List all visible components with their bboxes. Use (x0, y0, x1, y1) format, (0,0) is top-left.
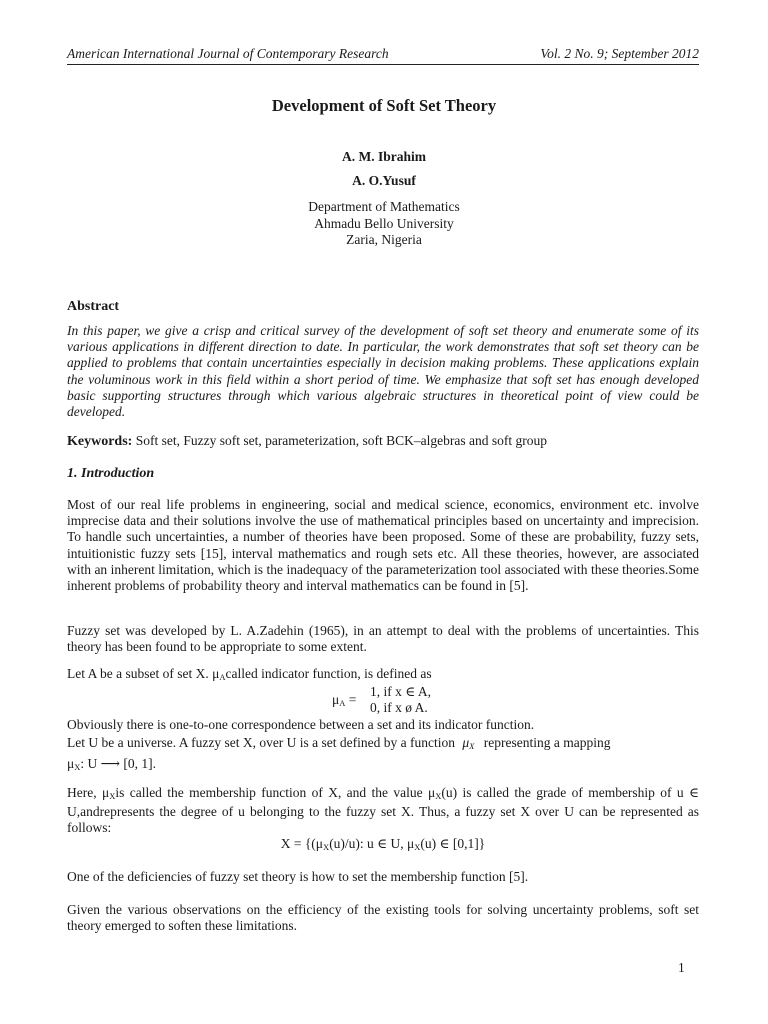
fuzzy-mapping-sub: X (74, 762, 81, 772)
affiliation-university: Ahmadu Bello University (314, 215, 454, 231)
section-heading-introduction: 1. Introduction (67, 466, 155, 481)
journal-name: American International Journal of Contemporary Research (67, 46, 389, 61)
fuzzy-def-mu-sub: X (469, 741, 475, 751)
abstract-heading: Abstract (67, 299, 120, 314)
membership-paragraph (67, 785, 699, 837)
fuzzy-formula-b: (u)/u): u ∈ U, μ (329, 836, 415, 851)
intro-paragraph-7: One of the deficiencies of fuzzy set theory is how to set the membership function [5]. (67, 869, 529, 884)
fuzzy-formula-sub-2: X (414, 842, 421, 852)
membership-text-c: (u) is called the grade of membership of u ∈ U,andrepresents the degree of u belonging to the fuzzy set X. Thus, a fuzzy set X over U can be represented as follows: (67, 785, 700, 836)
fuzzy-mapping-mu: μ (67, 756, 75, 771)
author-2: A. O.Yusuf (352, 173, 416, 188)
indicator-intro (67, 666, 432, 682)
fuzzy-set-definition (67, 735, 610, 751)
affiliation-location: Zaria, Nigeria (346, 232, 422, 247)
indicator-mu: μ (332, 692, 340, 707)
fuzzy-formula-a: X = {(μ (280, 836, 324, 851)
fuzzy-def-mu-symbol: μ (462, 735, 470, 750)
indicator-intro-text-a: Let A be a subset of set X. μ (67, 666, 220, 681)
affiliation (0, 199, 768, 249)
membership-text-a: Here, μ (67, 785, 110, 800)
fuzzy-formula-sub-1: X (323, 842, 330, 852)
indicator-case-1: 1, if x ∈ A, (370, 684, 431, 699)
intro-paragraph-2: Fuzzy set was developed by L. A.Zadehin (1965), in an attempt to deal with the problems of uncertainties. This theory has been found to be appropriate to some extent. (67, 623, 699, 655)
abstract-text: In this paper, we give a crisp and critical survey of the development of soft set theory and enumerate some of its various applications in different direction to date. In particular, the work demonstrates that soft set theory can be applied to problems that contain uncertainties especially in decision making problems. These applications explain the voluminous work in this field within a short period of time. We emphasize that soft set has enough developed basic supporting structures through which various algebraic structures in theoretical point of view could be developed. (67, 323, 699, 420)
membership-sub-1: X (109, 791, 116, 801)
intro-paragraph-1: Most of our real life problems in engineering, social and medical science, economics, environment etc. involve imprecise data and their solutions involve the use of mathematical principles based on uncertainty and imprecision. To handle such uncertainties, a number of theories have been proposed. Some of these are probability, fuzzy sets, intuitionistic fuzzy sets [15], interval mathematics and rough sets etc. All these theories, however, are associated with an inherent limitation, which is the inadequacy of the parameterization tool associated with these theories.Some inherent problems of probability theory and interval mathematics can be found in [5]. (67, 497, 699, 594)
running-header (67, 46, 699, 65)
membership-sub-2: X (435, 791, 442, 801)
intro-paragraph-4: Obviously there is one-to-one correspondence between a set and its indicator function. (67, 717, 535, 732)
journal-issue: Vol. 2 No. 9; September 2012 (540, 46, 699, 61)
indicator-intro-text-b: called indicator function, is defined as (225, 666, 432, 681)
fuzzy-set-formula (67, 836, 699, 852)
intro-paragraph-8: Given the various observations on the efficiency of the existing tools for solving uncertainty problems, soft set theory emerged to soften these limitations. (67, 902, 699, 934)
indicator-mu-sub: A (339, 698, 346, 708)
keywords-label: Keywords: (67, 434, 133, 449)
paper-title: Development of Soft Set Theory (271, 96, 497, 115)
indicator-formula-lhs (332, 692, 356, 708)
membership-text-b: is called the membership function of X, and the value μ (115, 785, 436, 800)
fuzzy-mapping-text: : U ⟶ [0, 1]. (80, 756, 156, 771)
fuzzy-def-mu (462, 735, 474, 750)
fuzzy-def-text-b: representing a mapping (483, 735, 611, 750)
indicator-intro-sub: A (219, 672, 226, 682)
fuzzy-formula-c: (u) ∈ [0,1]} (420, 836, 486, 851)
fuzzy-def-text-a: Let U be a universe. A fuzzy set X, over U is a set defined by a function (67, 735, 456, 750)
affiliation-department: Department of Mathematics (308, 199, 460, 214)
page-number: 1 (678, 960, 685, 975)
keywords-text: Soft set, Fuzzy soft set, parameterization, soft BCK–algebras and soft group (135, 433, 547, 448)
fuzzy-mapping (67, 756, 156, 772)
author-1: A. M. Ibrahim (342, 149, 426, 164)
indicator-equals: = (348, 692, 357, 707)
keywords (67, 433, 699, 450)
indicator-case-2: 0, if x ø A. (370, 700, 428, 715)
